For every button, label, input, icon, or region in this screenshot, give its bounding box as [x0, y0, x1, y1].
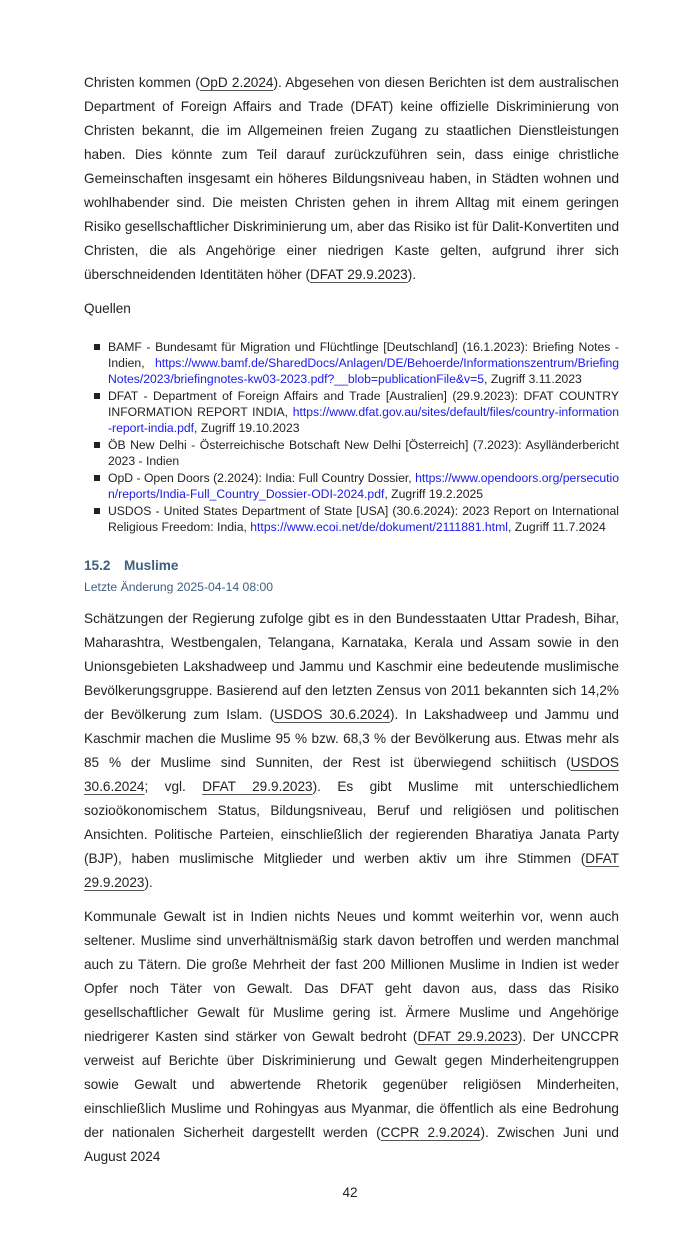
source-text: DFAT - Department of Foreign Affairs and Trade [Australien] (29.9.2023): DFAT COUNTRY INFORMATION REPORT INDIA,: [108, 389, 619, 419]
paragraph: [84, 905, 619, 1169]
source-access-date: , Zugriff 3.11.2023: [484, 372, 582, 386]
intro-paragraphs: [84, 71, 619, 287]
citation-link[interactable]: USDOS 30.6.2024: [84, 755, 619, 794]
source-text: BAMF - Bundesamt für Migration und Flüchtlinge [Deutschland] (16.1.2023): Briefing Notes - Indien,: [108, 340, 619, 370]
source-access-date: , Zugriff 19.10.2023: [194, 421, 300, 435]
paragraph-text: ).: [144, 875, 153, 890]
paragraph-text: ; vgl.: [144, 779, 203, 794]
citation-link[interactable]: DFAT 29.9.2023: [309, 267, 408, 282]
paragraph-text: ). Zwischen Juni und August 2024: [84, 1125, 619, 1164]
citation-link[interactable]: OpD 2.2024: [199, 75, 274, 90]
section-number: 15.2: [84, 558, 111, 573]
citation-link[interactable]: CCPR 2.9.2024: [380, 1125, 481, 1140]
paragraph-text: Kommunale Gewalt ist in Indien nichts Neues und kommt weiterhin vor, wenn auch seltener. Muslime sind unverhältnismäßig stark davon betroffen und werden manchmal auch zu Tätern. Die große Mehrheit der fast 200 Millionen Muslime in Indien ist weder Opfer noch Täter von Gewalt. Das DFAT geht davon aus, dass das Risiko gesellschaftlicher Gewalt für Muslime gering ist. Ärmere Muslime und Angehörige niedrigerer Kasten sind stärker von Gewalt bedroht (: [84, 909, 619, 1044]
source-access-date: , Zugriff 19.2.2025: [384, 487, 484, 501]
source-url[interactable]: https://www.bamf.de/SharedDocs/Anlagen/DE/Behoerde/Informationszentrum/BriefingNotes/2023/briefingnotes-kw03-2023.pdf?__blob=publicationFile&v=5: [108, 356, 619, 386]
paragraph: [84, 71, 619, 287]
source-item: [94, 339, 619, 387]
sources-label: Quellen: [84, 301, 131, 316]
paragraph-text: ).: [407, 267, 417, 282]
source-url[interactable]: https://www.opendoors.org/persecution/reports/India-Full_Country_Dossier-ODI-2024.pdf: [108, 471, 619, 501]
source-item: [94, 470, 619, 502]
source-item: [94, 503, 619, 535]
section-title: Muslime: [124, 558, 179, 573]
page-number: 42: [342, 1185, 358, 1200]
section-paragraphs: [84, 607, 619, 1169]
paragraph-text: ). In Lakshadweep und Jammu und Kaschmir machen die Muslime 95 % bzw. 68,3 % der Bevölkerung aus. Etwas mehr als 85 % der Muslime sind Sunniten, der Rest ist überwiegend schiitisch (: [84, 707, 619, 770]
citation-link[interactable]: DFAT 29.9.2023: [202, 779, 313, 794]
paragraph-text: Christen kommen (: [84, 75, 200, 90]
source-text: OpD - Open Doors (2.2024): India: Full Country Dossier,: [108, 471, 416, 485]
source-text: ÖB New Delhi - Österreichische Botschaft New Delhi [Österreich] (7.2023): Asylländerbericht 2023 - Indien: [108, 438, 619, 468]
last-changed: Letzte Änderung 2025-04-14 08:00: [84, 580, 274, 594]
paragraph: [84, 607, 619, 895]
citation-link[interactable]: DFAT 29.9.2023: [84, 851, 619, 890]
sources-list: [84, 339, 619, 535]
paragraph-text: ). Der UNCCPR verweist auf Berichte über Diskriminierung und Gewalt gegen Minderheitengruppen sowie Gewalt und abwertende Rhetorik gegenüber religiösen Minderheiten, einschließlich Muslime und Rohingyas aus Myanmar, die öffentlich als eine Bedrohung der nationalen Sicherheit dargestellt werden (: [84, 1029, 619, 1140]
citation-link[interactable]: DFAT 29.9.2023: [417, 1029, 518, 1044]
paragraph-text: ). Es gibt Muslime mit unterschiedlichem sozioökonomischem Status, Bildungsniveau, Beruf und religiösen und politischen Ansichten. Politische Parteien, einschließlich der regierenden Bharatiya Janata Party (BJP), haben muslimische Mitglieder und werben aktiv um ihre Stimmen (: [84, 779, 619, 866]
source-url[interactable]: https://www.ecoi.net/de/dokument/2111881.html: [250, 520, 508, 534]
source-text: USDOS - United States Department of State [USA] (30.6.2024): 2023 Report on International Religious Freedom: India,: [108, 504, 619, 534]
source-url[interactable]: https://www.dfat.gov.au/sites/default/files/country-information-report-india.pdf: [108, 405, 619, 435]
source-access-date: , Zugriff 11.7.2024: [507, 520, 606, 534]
source-item: [94, 388, 619, 436]
paragraph-text: Schätzungen der Regierung zufolge gibt es in den Bundesstaaten Uttar Pradesh, Bihar, Maharashtra, Westbengalen, Telangana, Karnataka, Kerala und Assam sowie in den Unionsgebieten Lakshadweep und Jammu und Kaschmir eine bedeutende muslimische Bevölkerungsgruppe. Basierend auf den letzten Zensus von 2011 bekannten sich 14,2% der Bevölkerung zum Islam. (: [84, 611, 619, 722]
paragraph-text: ). Abgesehen von diesen Berichten ist dem australischen Department of Foreign Affairs and Trade (DFAT) keine offizielle Diskriminierung von Christen bekannt, die im Allgemeinen freien Zugang zu staatlichen Dienstleistungen haben. Dies könnte zum Teil darauf zurückzuführen sein, dass einige christliche Gemeinschaften insgesamt ein höheres Bildungsniveau haben, in Städten wohnen und wohlhabender sind. Die meisten Christen gehen in ihrem Alltag mit einem geringen Risiko gesellschaftlicher Diskriminierung um, aber das Risiko ist für Dalit-Konvertiten und Christen, die als Angehörige einer niedrigen Kaste gelten, aufgrund ihrer sich überschneidenden Identitäten höher (: [84, 75, 619, 282]
citation-link[interactable]: USDOS 30.6.2024: [274, 707, 391, 722]
source-item: [94, 437, 619, 469]
section-heading: [84, 557, 619, 575]
